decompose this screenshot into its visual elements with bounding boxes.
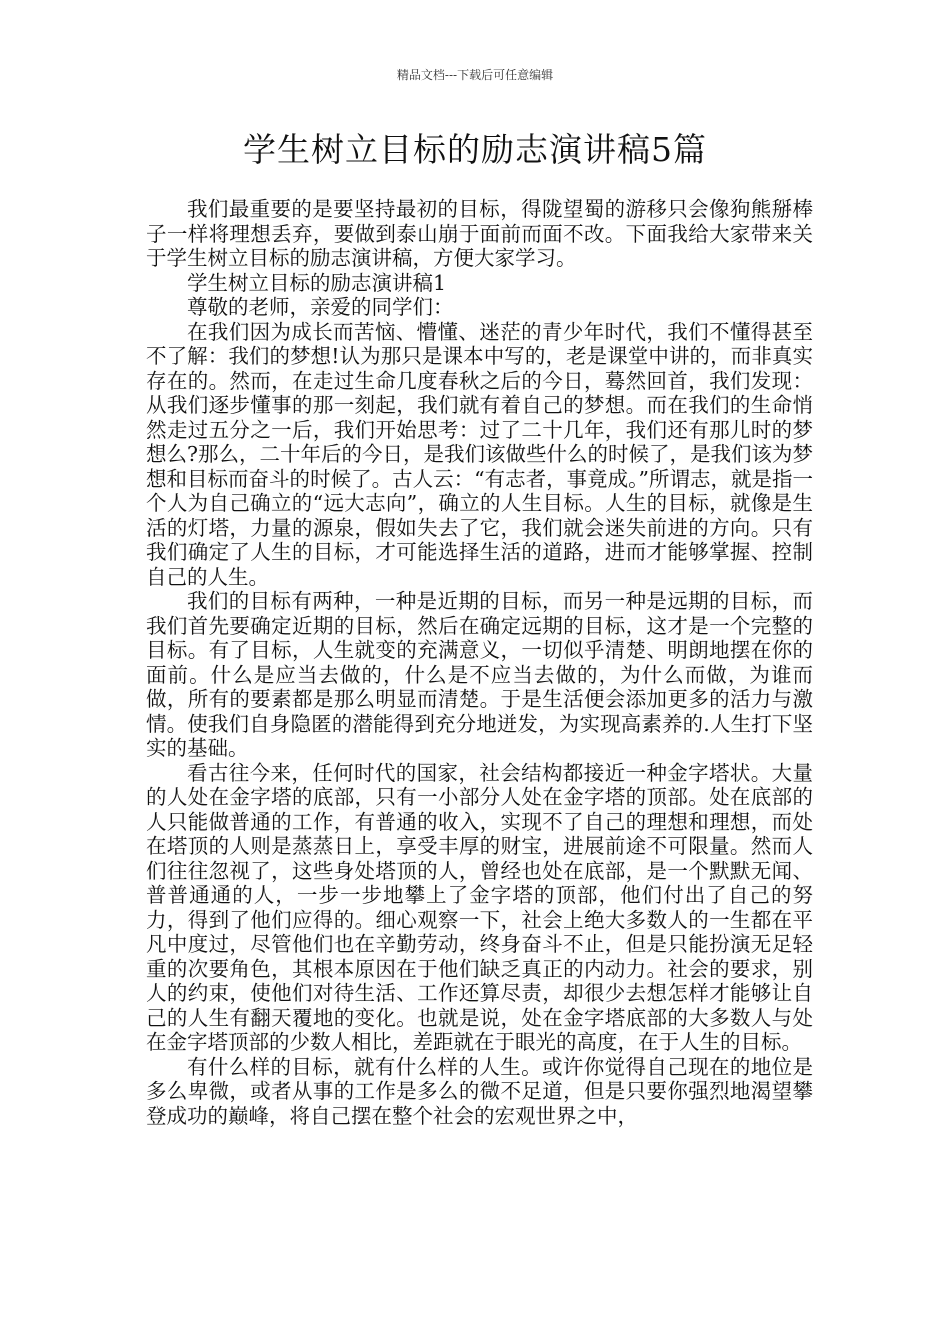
paragraph-salutation: 尊敬的老师，亲爱的同学们： (187, 295, 454, 319)
paragraph-two-goals: 我们的目标有两种，一种是近期的目标，而另一种是远期的目标，而我们首先要确定近期的目标，然后在确定远期的目标，这才是一个完整的目标。有了目标，人生就变的充满意义，一切似乎清楚、明朗地摆在你的面前。什么是应当去做的，什么是不应当去做的，为什么而做，为谁而做，所有的要素都是那么明显而清楚。于是生活便会添加更多的活力与激情。使我们自身隐匿的潜能得到充分地迸发，为实现高素养的.人生打下坚实的基础。 (146, 589, 813, 760)
document-title: 学生树立目标的励志演讲稿5篇 (243, 130, 707, 169)
document-body (146, 197, 813, 1128)
paragraph-pyramid: 看古往今来，任何时代的国家，社会结构都接近一种金字塔状。大量的人处在金字塔的底部，只有一小部分人处在金字塔的顶部。处在底部的人只能做普通的工作，有普通的收入，实现不了自己的理想和理想，而处在塔顶的人则是蒸蒸日上，享受丰厚的财宝，进展前途不可限量。然而人们往往忽视了，这些身处塔顶的人，曾经也处在底部，是一个默默无闻、普普通通的人，一步一步地攀上了金字塔的顶部，他们付出了自己的努力，得到了他们应得的。细心观察一下，社会上绝大多数人的一生都在平凡中度过，尽管他们也在辛勤劳动，终身奋斗不止，但是只能扮演无足轻重的次要角色，其根本原因在于他们缺乏真正的内动力。社会的要求，别人的约束，使他们对待生活、工作还算尽责，却很少去想怎样才能够让自己的人生有翻天覆地的变化。也就是说，处在金字塔底部的大多数人与处在金字塔顶部的少数人相比，差距就在于眼光的高度，在于人生的目标。 (146, 760, 813, 1054)
page-header-note: 精品文档---下载后可任意编辑 (396, 68, 554, 82)
paragraph-intro: 我们最重要的是要坚持最初的目标，得陇望蜀的游移只会像狗熊掰棒子一样将理想丢弃，要做到泰山崩于面前而面不改。下面我给大家带来关于学生树立目标的励志演讲稿，方便大家学习。 (146, 197, 813, 270)
paragraph-what-goal: 有什么样的目标，就有什么样的人生。或许你觉得自己现在的地位是多么卑微，或者从事的工作是多么的微不足道，但是只要你强烈地渴望攀登成功的巅峰，将自己摆在整个社会的宏观世界之中， (146, 1054, 813, 1128)
paragraph-dreams: 在我们因为成长而苦恼、懵懂、迷茫的青少年时代，我们不懂得甚至不了解：我们的梦想!认为那只是课本中写的，老是课堂中讲的，而非真实存在的。然而，在走过生命几度春秋之后的今日，蓦然回首，我们发现：从我们逐步懂事的那一刻起，我们就有着自己的梦想。而在我们的生命悄然走过五分之一后，我们开始思考：过了二十几年，我们还有那儿时的梦想么?那么，二十年后的今日，是我们该做些什么的时候了，是我们该为梦想和目标而奋斗的时候了。古人云：“有志者，事竟成。”所谓志，就是指一个人为自己确立的“远大志向”，确立的人生目标。人生的目标，就像是生活的灯塔，力量的源泉，假如失去了它，我们就会迷失前进的方向。只有我们确定了人生的目标，才可能选择生活的道路，进而才能够掌握、控制自己的人生。 (146, 319, 813, 589)
paragraph-speech-heading: 学生树立目标的励志演讲稿1 (187, 270, 447, 295)
